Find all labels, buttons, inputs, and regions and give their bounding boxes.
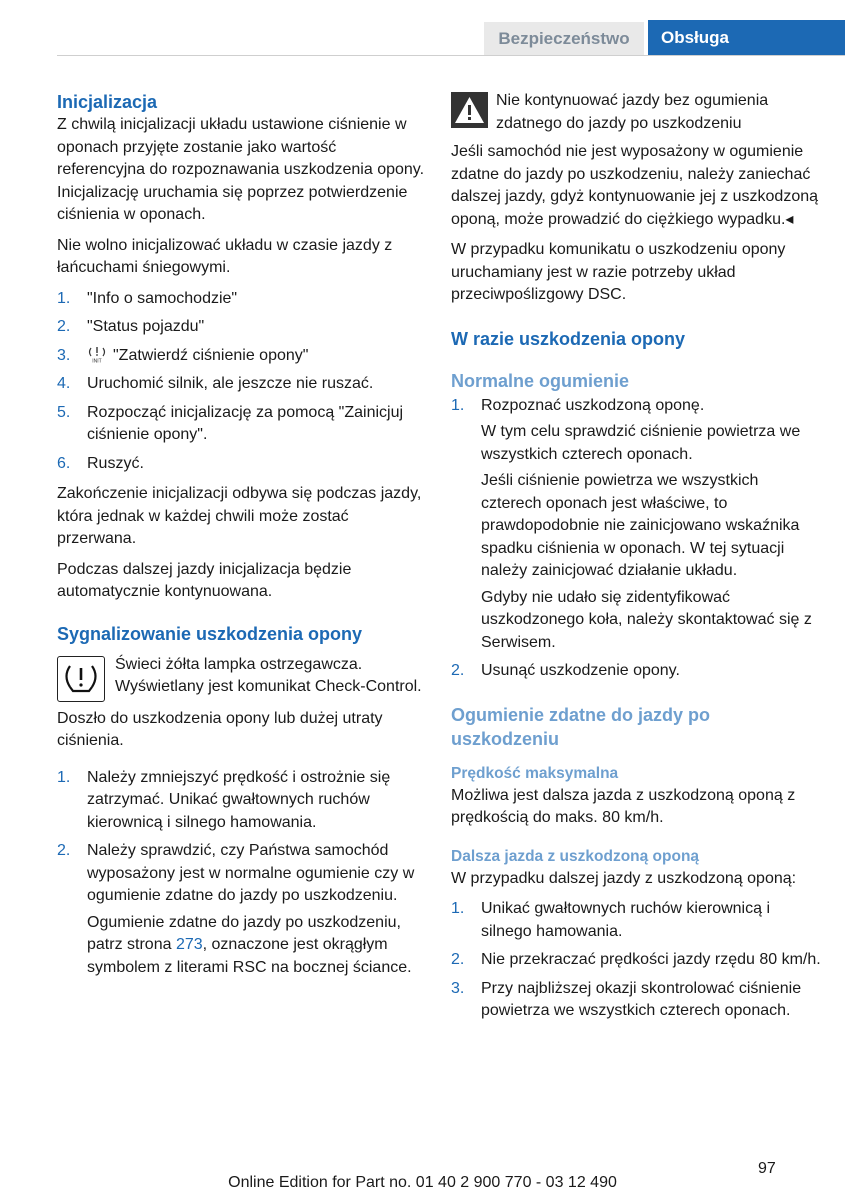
step-text: Należy sprawdzić, czy Państwa samochód wyposażony jest w normalne ogumienie czy w ogumienie zdatne do jazdy po uszkodzeniu.	[87, 842, 415, 904]
step-number: 4.	[57, 375, 71, 392]
list-item	[57, 345, 425, 368]
tire-pressure-warning-icon	[57, 656, 105, 702]
tab-obsluga[interactable]: Obsługa	[648, 20, 845, 56]
subsection-title-further-driving: Dalsza jazda z uszkodzoną oponą	[451, 847, 700, 865]
step-subparagraph: W tym celu sprawdzić ciśnienie powietrza we wszystkich czterech oponach.	[481, 423, 801, 463]
step-subparagraph: Jeśli ciśnienie powietrza we wszystkich czterech oponach jest właściwe, to prawdopodobnie nie zainicjowano wskaźnika spadku ciśnienia w oponach. W tej sytuacji należy zainicjować działanie układu.	[481, 472, 800, 579]
step-number: 2.	[451, 951, 465, 968]
step-text: Unikać gwałtownych ruchów kierownicą i silnego hamowania.	[481, 900, 771, 940]
svg-text:INIT: INIT	[92, 358, 102, 363]
tab-bezpieczenstwo[interactable]: Bezpieczeństwo	[484, 22, 644, 55]
signal-steps-list	[57, 767, 425, 980]
page-number: 97	[758, 1160, 776, 1177]
init-steps-list	[57, 288, 425, 476]
warning-box	[451, 90, 823, 135]
warning-lamp-text: Świeci żółta lampka ostrzegawcza. Wyświetlany jest komunikat Check-Control.	[115, 655, 422, 695]
step-text: Należy zmniejszyć prędkość i ostrożnie się zatrzymać. Unikać gwałtownych ruchów kierownicą i silnego hamowania.	[87, 768, 391, 831]
step-number: 1.	[451, 900, 465, 917]
paragraph: Z chwilą inicjalizacji układu ustawione ciśnienie w oponach przyjęte zostanie jako wartość referencyjna do rozpoznawania uszkodzenia opony. Inicjalizację uruchamia się poprzez potwierdzenie ciśnienia w oponach.	[57, 116, 425, 223]
subsection-title-max-speed: Prędkość maksymalna	[451, 764, 619, 782]
list-item	[57, 316, 425, 339]
step-text: Przy najbliższej okazji skontrolować ciśnienie powietrza we wszystkich czterech oponach.	[481, 979, 802, 1019]
step-text: "Info o samochodzie"	[87, 289, 238, 307]
footer-edition: Online Edition for Part no. 01 40 2 900 770 - 03 12 490	[228, 1174, 617, 1191]
step-text: Ruszyć.	[87, 454, 144, 472]
list-item	[451, 978, 823, 1023]
list-item	[451, 949, 823, 972]
step-text: Usunąć uszkodzenie opony.	[481, 662, 680, 679]
section-title-signaling: Sygnalizowanie uszkodzenia opony	[57, 623, 363, 644]
warning-text: Nie kontynuować jazdy bez ogumienia zdatnego do jazdy po uszkodzeniu	[496, 92, 769, 132]
step-text: "Status pojazdu"	[87, 318, 205, 335]
step-number: 1.	[57, 768, 71, 786]
step-number: 3.	[57, 346, 71, 364]
paragraph: Jeśli samochód nie jest wyposażony w ogumienie zdatne do jazdy po uszkodzeniu, należy zaniechać dalszej jazdy, gdyż kontynuowanie jej z uszkodzoną oponą, może prowadzić do ciężkiego wypadku.◂	[451, 143, 819, 228]
normal-steps-list	[451, 395, 823, 683]
paragraph: Zakończenie inicjalizacji odbywa się podczas jazdy, która jednak w każdej chwili może zostać przerwana.	[57, 485, 422, 547]
paragraph: Nie wolno inicjalizować układu w czasie jazdy z łańcuchami śniegowymi.	[57, 236, 393, 276]
paragraph: Doszło do uszkodzenia opony lub dużej utraty ciśnienia.	[57, 709, 383, 749]
list-item	[451, 660, 823, 683]
step-number: 2.	[451, 662, 465, 679]
header-divider	[57, 55, 845, 56]
step-number: 2.	[57, 318, 71, 335]
warning-lamp-row	[57, 654, 425, 702]
paragraph: Podczas dalszej jazdy inicjalizacja będzie automatycznie kontynuowana.	[57, 560, 352, 600]
step-number: 1.	[451, 396, 465, 414]
list-item	[451, 898, 823, 943]
section-title-tire-damage: W razie uszkodzenia opony	[451, 328, 686, 349]
list-item	[57, 373, 425, 396]
subsection-title-normal-tires: Normalne ogumienie	[451, 370, 630, 391]
list-item	[57, 288, 425, 311]
subparagraph-text: Ogumienie zdatne do jazdy po uszkodzeniu, patrz strona	[87, 913, 401, 953]
section-title-initialization: Inicjalizacja	[57, 92, 158, 112]
step-number: 6.	[57, 454, 71, 472]
further-steps-list	[451, 898, 823, 1023]
list-item	[57, 767, 425, 835]
step-text: Rozpocząć inicjalizację za pomocą "Zainicjuj ciśnienie opony".	[87, 403, 404, 443]
tire-init-icon	[87, 345, 107, 363]
page-link-273[interactable]: 273	[175, 936, 203, 953]
paragraph: W przypadku dalszej jazdy z uszkodzoną oponą:	[451, 869, 797, 887]
step-number: 1.	[57, 289, 71, 307]
step-number: 2.	[57, 842, 71, 859]
step-text: Nie przekraczać prędkości jazdy rzędu 80 km/h.	[481, 951, 821, 968]
step-text: "Zatwierdź ciśnienie opony"	[113, 346, 309, 364]
list-item	[451, 395, 823, 655]
step-subparagraph	[87, 912, 425, 980]
paragraph: Możliwa jest dalsza jazda z uszkodzoną oponą z prędkością do maks. 80 km/h.	[451, 786, 796, 826]
left-column	[57, 90, 425, 987]
step-number: 5.	[57, 403, 71, 421]
subparagraph-text: , oznaczone jest okrągłym symbolem z literami RSC na bocznej ściance.	[87, 936, 412, 976]
list-item	[57, 402, 425, 447]
step-number: 3.	[451, 979, 465, 997]
step-text: Rozpoznać uszkodzoną oponę.	[481, 396, 705, 414]
step-text: Uruchomić silnik, ale jeszcze nie ruszać.	[87, 375, 374, 392]
subsection-title-runflat: Ogumienie zdatne do jazdy po uszkodzeniu	[451, 704, 711, 749]
paragraph: W przypadku komunikatu o uszkodzeniu opony uruchamiany jest w razie potrzeby układ przeciwpoślizgowy DSC.	[451, 241, 786, 303]
list-item	[57, 840, 425, 979]
step-subparagraph: Gdyby nie udało się zidentyfikować uszkodzonego koła, należy skontaktować się z Serwisem.	[481, 588, 812, 651]
right-column	[451, 90, 823, 1031]
list-item	[57, 453, 425, 476]
warning-triangle-icon	[451, 92, 488, 128]
